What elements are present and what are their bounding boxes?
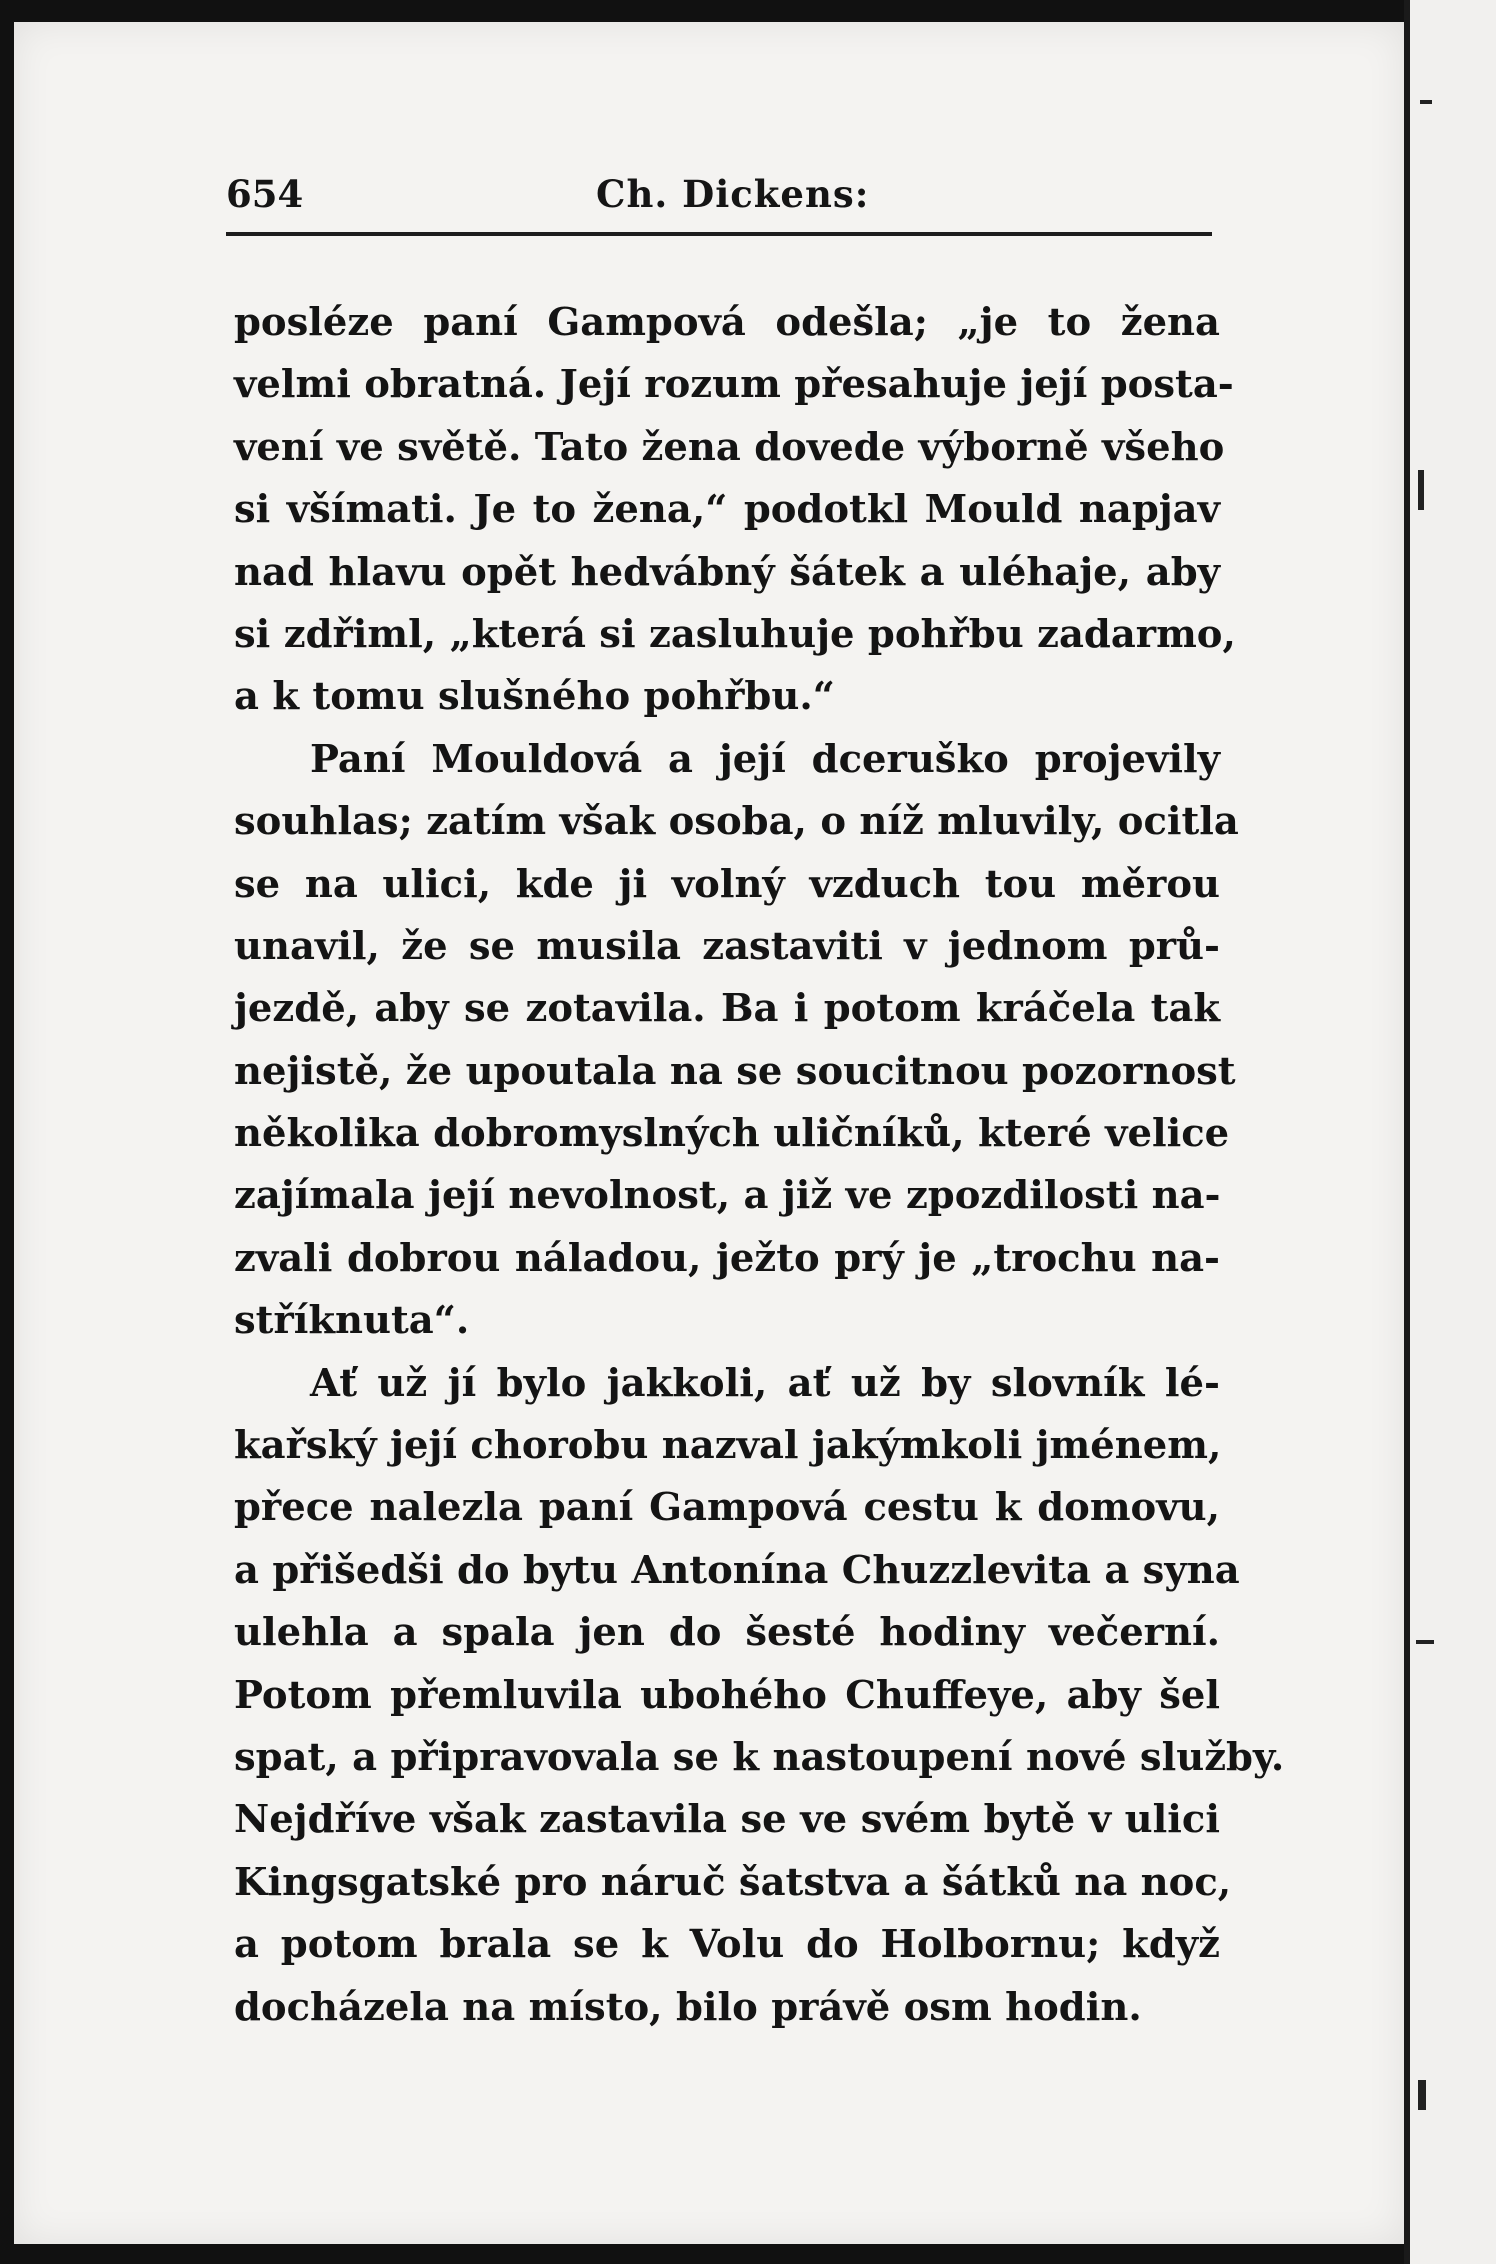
text-line: zvali dobrou náladou, ježto prý je „trochu na- [234,1235,1220,1281]
text-line: Nejdříve však zastavila se ve svém bytě v ulici [234,1797,1220,1843]
paragraph-2 [234,729,1239,1353]
text-line: Ať už jí bylo jakkoli, ať už by slovník lé- [310,1360,1220,1406]
text-line: jezdě, aby se zotavila. Ba i potom kráčela tak [234,986,1220,1032]
text-line: docházela na místo, bilo právě osm hodin. [234,1984,1142,2030]
text-line: stříknuta“. [234,1298,470,1344]
text-line: posléze paní Gampová odešla; „je to žena [234,300,1220,345]
text-line: souhlas; zatím však osoba, o níž mluvily, ocitla [234,799,1239,845]
page-number: 654 [226,172,304,216]
text-line: a přišedši do bytu Antonína Chuzzlevita a syna [234,1547,1240,1593]
text-line: Kingsgatské pro náruč šatstva a šátků na noc, [234,1859,1232,1905]
running-head [226,172,1212,222]
text-line: několika dobromyslných uličníků, které velice [234,1111,1230,1157]
paragraph-3 [234,1353,1285,2039]
text-line: a potom brala se k Volu do Holbornu; když [234,1922,1220,1968]
text-line: velmi obratná. Její rozum přesahuje její posta- [234,362,1234,408]
text-line: ulehla a spala jen do šesté hodiny večerní. [234,1610,1220,1656]
adjacent-page-edge [1404,0,1496,2264]
header-rule [226,232,1212,236]
text-line: nejistě, že upoutala na se soucitnou pozornost [234,1048,1236,1094]
text-line: Potom přemluvila ubohého Chuffeye, aby šel [234,1672,1220,1718]
text-line: nad hlavu opět hedvábný šátek a uléhaje, aby [234,549,1220,595]
text-line: si zdřiml, „která si zasluhuje pohřbu zadarmo, [234,611,1236,657]
running-title: Ch. Dickens: [596,172,870,216]
text-line: a k tomu slušného pohřbu.“ [234,674,835,720]
text-line: unavil, že se musila zastaviti v jednom prů- [234,923,1220,969]
text-line: přece nalezla paní Gampová cestu k domovu, [234,1485,1220,1531]
text-line: se na ulici, kde ji volný vzduch tou měrou [234,861,1220,907]
body-text [234,292,1285,2039]
text-line: kařský její chorobu nazval jakýmkoli jménem, [234,1423,1222,1469]
text-line: Paní Mouldová a její dceruško projevily [310,736,1220,782]
text-line: vení ve světě. Tato žena dovede výborně všeho [234,424,1225,470]
text-line: zajímala její nevolnost, a již ve zpozdilosti na- [234,1173,1221,1219]
text-line: spat, a připravovala se k nastoupení nové služby. [234,1734,1285,1780]
paragraph-1 [234,292,1236,729]
text-line: si všímati. Je to žena,“ podotkl Mould napjav [234,487,1220,533]
